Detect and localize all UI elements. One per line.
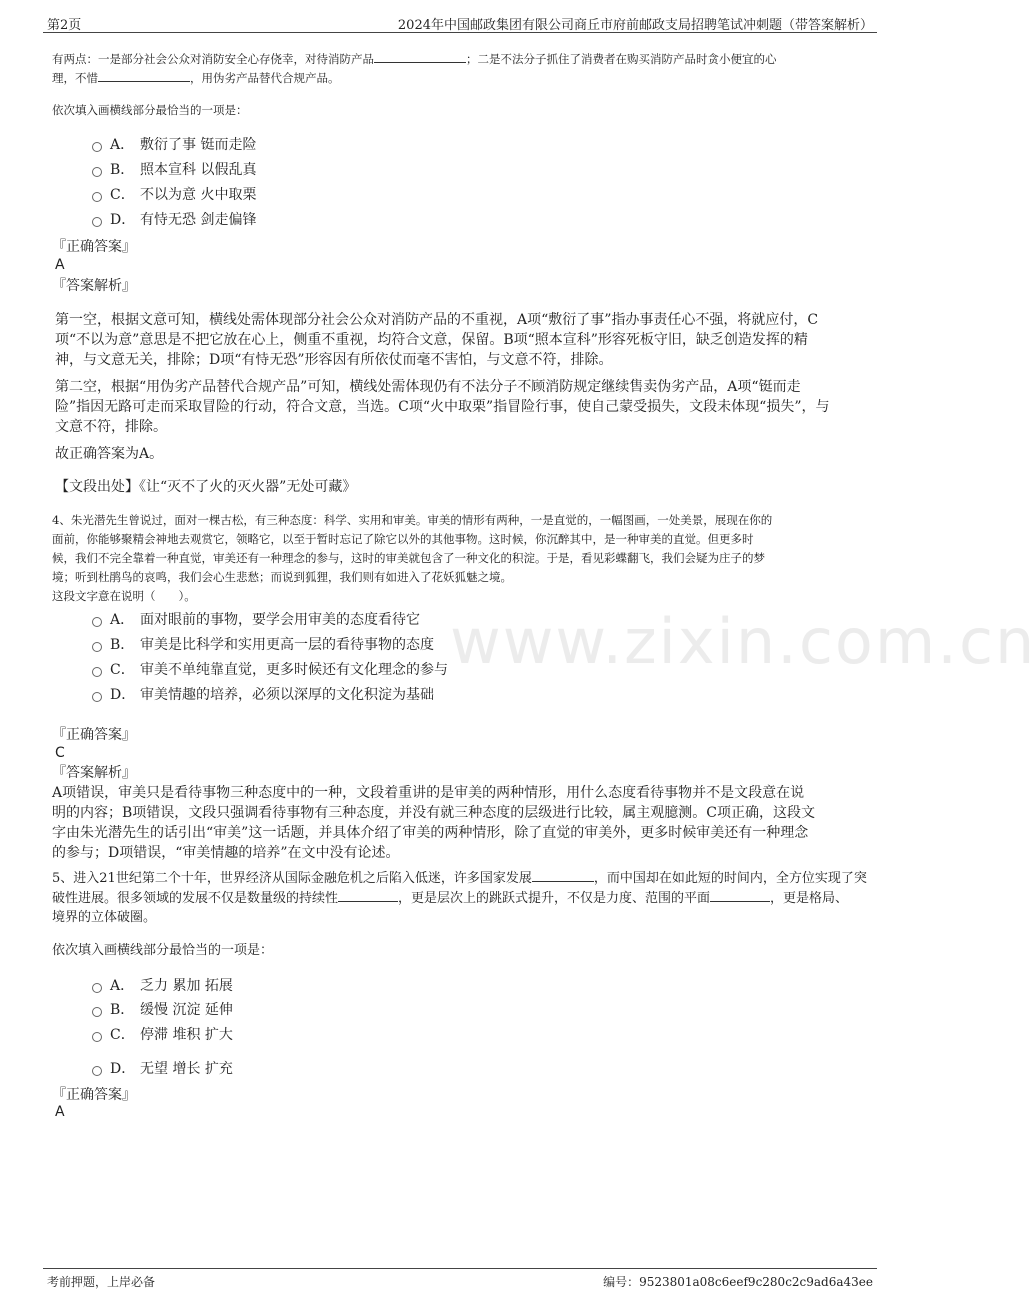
q5-answer-tag: 『正确答案』 [52, 1087, 136, 1103]
q5-option-b[interactable]: B． 缓慢 沉淀 延伸 [92, 1001, 233, 1019]
document-title: 2024年中国邮政集团有限公司商丘市府前邮政支局招聘笔试冲刺题（带答案解析） [397, 18, 873, 33]
q3-answer-tag: 『正确答案』 [52, 239, 136, 255]
q4-analysis-tag: 『答案解析』 [52, 765, 136, 781]
radio-icon[interactable] [92, 667, 102, 677]
q5-option-c[interactable]: C． 停滞 堆积 扩大 [92, 1026, 233, 1044]
q4-stem: 4、朱光潜先生曾说过，面对一棵古松，有三种态度：科学、实用和审美。审美的情形有两种，一是直觉的，一幅图画，一处美景，展现在你的 面前，你能够聚精会神地去观赏它，领略它，以至于暂时忘记了除它以外的其他事物。这时候，你沉醉其中，是一种审美的直觉。但更多时 候，我们不完全靠着一种直觉，审美还有一种理念的参与，这时的审美就包含了一种文化的积淀。于是，看见彩蝶翻飞，我们会疑为庄子的梦 境；听到杜鹃鸟的哀鸣，我们会心生悲愁；而说到狐狸，我们则有如进入了花妖狐魅之境。 这段文字意在说明（ ）。 [52, 513, 773, 603]
document-id: 编号：9523801a08c6eef9c280c2c9ad6a43ee [603, 1275, 873, 1289]
q4-option-d[interactable]: D． 审美情趣的培养，必须以深厚的文化积淀为基础 [92, 686, 434, 704]
q4-option-c[interactable]: C． 审美不单纯靠直觉，更多时候还有文化理念的参与 [92, 661, 448, 679]
footer-slogan: 考前押题，上岸必备 [47, 1275, 156, 1289]
fill-blank [532, 869, 594, 882]
radio-icon[interactable] [92, 1066, 102, 1076]
radio-icon[interactable] [92, 142, 102, 152]
radio-icon[interactable] [92, 1007, 102, 1017]
fill-blank [710, 889, 770, 902]
page-header [43, 12, 877, 33]
q3-prompt: 依次填入画横线部分最恰当的一项是： [52, 103, 248, 117]
radio-icon[interactable] [92, 642, 102, 652]
q5-stem-line-2: 破性进展。很多领域的发展不仅是数量级的持续性 ，更是层次上的跳跃式提升，不仅是力度、范围的平面 ，更是格局、 [52, 891, 849, 906]
q5-answer: A [55, 1104, 65, 1120]
q3-option-c[interactable]: C． 不以为意 火中取栗 [92, 186, 256, 204]
q4-answer-tag: 『正确答案』 [52, 727, 136, 743]
q3-conclusion: 故正确答案为A。 [55, 446, 164, 462]
radio-icon[interactable] [92, 1032, 102, 1042]
q3-analysis-blank-2: 第二空，根据“用伪劣产品替代合规产品”可知，横线处需体现仍有不法分子不顾消防规定继续售卖伪劣产品，A项“铤而走 险”指因无路可走而采取冒险的行动，符合文意，当选。C项“火中取栗”指冒险行事，使自己蒙受损失，文段未体现“损失”，与 文意不符，排除。 [55, 379, 830, 435]
q4-option-b[interactable]: B． 审美是比科学和实用更高一层的看待事物的态度 [92, 636, 434, 654]
q4-analysis: A项错误，审美只是看待事物三种态度中的一种，文段着重讲的是审美的两种情形，用什么态度看待事物并不是文段意在说 明的内容；B项错误，文段只强调看待事物有三种态度，并没有就三种态度的层级进行比较，属主观臆测。C项正确，这段文 字由朱光潜先生的话引出“审美”这一话题，并具体介绍了审美的两种情形，除了直觉的审美外，更多时候审美还有一种理念 的参与；D项错误，“审美情趣的培养”在文中没有论述。 [52, 785, 815, 861]
q3-analysis-blank-1: 第一空，根据文意可知，横线处需体现部分社会公众对消防产品的不重视，A项“敷衍了事”指办事责任心不强，将就应付，C 项“不以为意”意思是不把它放在心上，侧重不重视，均符合文意，保留。B项“照本宣科”形容死板守旧，缺乏创造发挥的精 神，与文意无关，排除；D项“有恃无恐”形容因有所依仗而毫不害怕，与文意不符，排除。 [55, 312, 819, 368]
q3-answer: A [55, 257, 65, 273]
q5-option-d[interactable]: D． 无望 增长 扩充 [92, 1060, 233, 1078]
q4-answer: C [55, 745, 65, 761]
fill-blank [374, 50, 466, 63]
page-footer [43, 1268, 877, 1291]
radio-icon[interactable] [92, 167, 102, 177]
fill-blank [338, 889, 398, 902]
q5-option-a[interactable]: A． 乏力 累加 拓展 [92, 977, 233, 995]
radio-icon[interactable] [92, 617, 102, 627]
fill-blank [98, 69, 190, 82]
q3-source: 【文段出处】《让“灭不了火的灭火器”无处可藏》 [55, 479, 357, 495]
q4-option-a[interactable]: A． 面对眼前的事物，要学会用审美的态度看待它 [92, 611, 420, 629]
q5-stem-line-1: 5、进入21世纪第二个十年，世界经济从国际金融危机之后陷入低迷，许多国家发展 ，而中国却在如此短的时间内，全方位实现了突 [52, 871, 867, 886]
q3-option-d[interactable]: D． 有恃无恐 剑走偏锋 [92, 211, 256, 229]
q3-stem-line-1: 有两点：一是部分社会公众对消防安全心存侥幸，对待消防产品 ；二是不法分子抓住了消费者在购买消防产品时贪小便宜的心 [52, 52, 777, 66]
q5-prompt: 依次填入画横线部分最恰当的一项是： [52, 943, 274, 958]
q3-stem-line-2: 理，不惜 ，用伪劣产品替代合规产品。 [52, 71, 340, 85]
watermark: www.zixin.com.cn [450, 605, 1036, 678]
radio-icon[interactable] [92, 692, 102, 702]
q3-analysis-tag: 『答案解析』 [52, 278, 136, 294]
q5-stem-line-3: 境界的立体破圈。 [52, 910, 157, 925]
page-number: 第2页 [47, 18, 82, 33]
q3-option-b[interactable]: B． 照本宣科 以假乱真 [92, 161, 256, 179]
radio-icon[interactable] [92, 192, 102, 202]
radio-icon[interactable] [92, 217, 102, 227]
q3-option-a[interactable]: A． 敷衍了事 铤而走险 [92, 136, 256, 154]
radio-icon[interactable] [92, 983, 102, 993]
